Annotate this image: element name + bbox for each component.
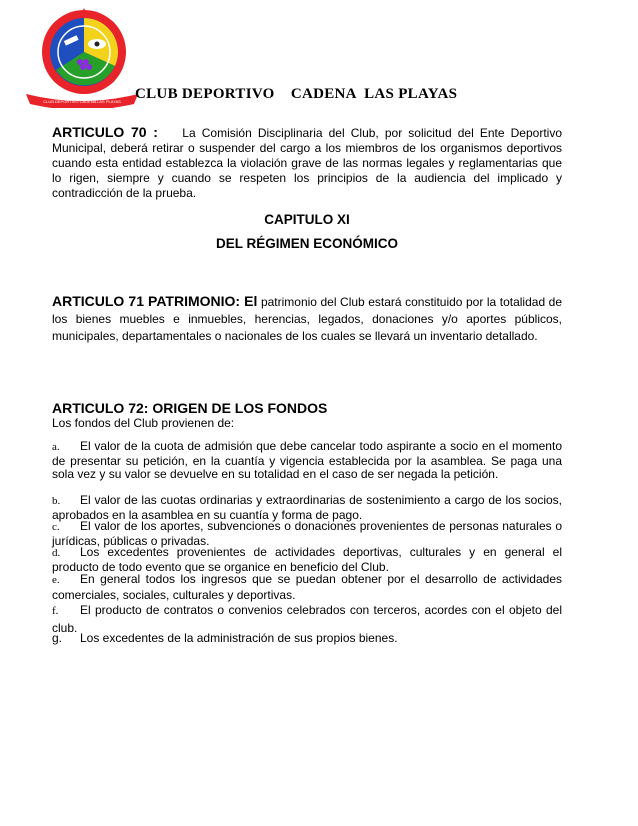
list-item-text: En general todos los ingresos que se puedan obtener por el desarrollo de actividades comerciales, sociales, culturales y deportivas.: [52, 572, 562, 602]
list-marker: b.: [52, 495, 61, 507]
list-item: [52, 546, 562, 574]
list-item-text: Los excedentes provenientes de actividades deportivas, culturales y en general el producto de todo evento que se organice en beneficio del Club.: [52, 545, 562, 574]
article-72-intro: Los fondos del Club provienen de:: [52, 416, 235, 430]
list-item-text: El valor de la cuota de admisión que debe cancelar todo aspirante a socio en el momento de presentar su petición, en la cuantía y vigencia establecida por la asamblea. Se paga una sola vez y su valor se devuelve en su totalidad en el caso de ser negada la petición.: [52, 439, 562, 481]
chapter-number: CAPITULO XI: [264, 212, 350, 227]
article-71: [52, 293, 562, 345]
list-marker: f.: [52, 605, 59, 617]
list-item-text: El valor de los aportes, subvenciones o donaciones provenientes de personas naturales o jurídicas, públicas o privadas.: [52, 519, 562, 548]
list-marker: d.: [52, 547, 61, 559]
page-title: CLUB DEPORTIVO CADENA LAS PLAYAS: [135, 86, 458, 102]
list-item-text: El producto de contratos o convenios celebrados con terceros, acordes con el objeto del club.: [52, 603, 562, 635]
list-marker: e.: [52, 574, 60, 586]
chapter-title: DEL RÉGIMEN ECONÓMICO: [215, 236, 398, 251]
article-71-label: ARTICULO 71 PATRIMONIO: El: [52, 293, 258, 309]
article-71-text: patrimonio del Club estará constituido por la totalidad de los bienes muebles e inmuebles, herencias, legados, donaciones y/o aportes públicos, municipales, departamentales o nacionales de los cuales se llevará un inventario detallado.: [52, 295, 562, 343]
list-marker: g.: [52, 631, 63, 645]
list-marker: c.: [52, 521, 60, 533]
article-70-text: La Comisión Disciplinaria del Club, por solicitud del Ente Deportivo Municipal, deberá retirar o suspender del cargo a los miembros de los organismos deportivos cuando esta entidad establezca la violación grave de las normas legales y reglamentarias que lo rigen, siempre y cuando se respeten los principios de la audiencia del implicado y contradicción de la prueba.: [52, 126, 563, 200]
list-item-text: El valor de las cuotas ordinarias y extraordinarias de sostenimiento a cargo de los socios, aprobados en la asamblea en su cuantía y forma de pago.: [52, 493, 562, 522]
list-item: [52, 440, 562, 482]
list-item: [52, 572, 562, 603]
list-item-text: Los excedentes de la administración de sus propios bienes.: [80, 631, 398, 645]
club-logo: [22, 8, 140, 108]
list-item: [52, 494, 562, 522]
list-item: [52, 520, 562, 548]
article-70-label: ARTICULO 70 :: [52, 124, 158, 140]
article-70: [52, 125, 562, 201]
article-72-title: ARTICULO 72: ORIGEN DE LOS FONDOS: [52, 400, 328, 416]
list-item: [52, 632, 562, 646]
logo-banner-text: CLUB DEPORTIVO CADENA LAS PLAYAS: [43, 99, 121, 104]
list-marker: a.: [52, 441, 60, 453]
eye-icon: [88, 39, 106, 49]
